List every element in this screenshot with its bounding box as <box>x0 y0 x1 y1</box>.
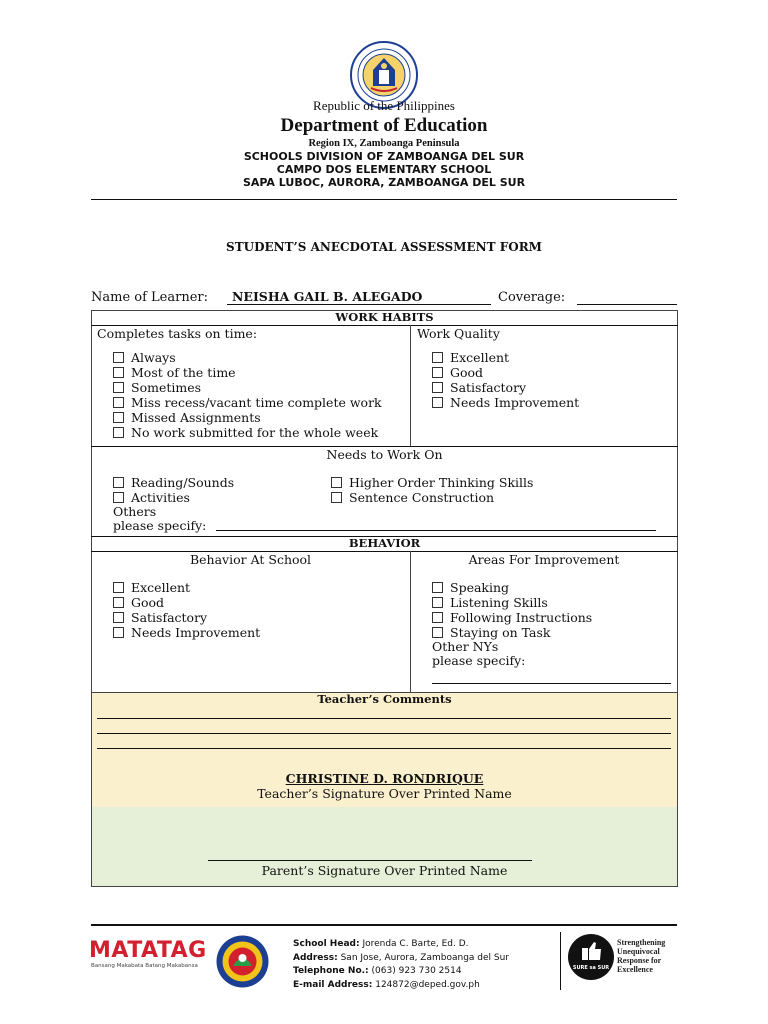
checkbox-icon[interactable] <box>113 582 124 593</box>
checkbox-icon[interactable] <box>113 492 124 503</box>
learner-name-field[interactable] <box>227 288 491 305</box>
checkbox-option[interactable]: Satisfactory <box>432 380 579 395</box>
parent-signature-label: Parent’s Signature Over Printed Name <box>261 863 508 878</box>
checkbox-option[interactable]: Listening Skills <box>432 595 592 610</box>
coverage-label: Coverage: <box>498 290 566 305</box>
areas-improvement-label: Areas For Improvement <box>468 552 620 567</box>
checkbox-icon[interactable] <box>113 367 124 378</box>
behavior-school-list <box>113 580 260 640</box>
school-contact-block <box>293 938 509 992</box>
teacher-signature-label: Teacher’s Signature Over Printed Name <box>257 786 512 801</box>
checkbox-icon[interactable] <box>432 582 443 593</box>
matatag-logo: MATATAG <box>89 938 207 963</box>
behavior-heading: BEHAVIOR <box>348 536 421 550</box>
needs-others-label: Others <box>113 504 157 519</box>
checkbox-icon[interactable] <box>113 382 124 393</box>
region-line: Region IX, Zamboanga Peninsula <box>308 138 460 149</box>
checkbox-option[interactable]: Always <box>113 350 382 365</box>
work-habits-divider <box>410 325 411 446</box>
checkbox-option[interactable]: Following Instructions <box>432 610 592 625</box>
checkbox-icon[interactable] <box>331 477 342 488</box>
checkbox-icon[interactable] <box>432 612 443 623</box>
checkbox-icon[interactable] <box>113 427 124 438</box>
checkbox-option[interactable]: Reading/Sounds <box>113 475 234 490</box>
checkbox-option[interactable]: No work submitted for the whole week <box>113 425 382 440</box>
sure-sa-sur-logo <box>568 934 614 980</box>
needs-specify-field[interactable] <box>216 517 656 531</box>
telephone-label: Telephone No.: <box>293 966 369 976</box>
school-address-line: SAPA LUBOC, AURORA, ZAMBOANGA DEL SUR <box>242 176 526 189</box>
parent-signature-line[interactable] <box>208 860 532 861</box>
form-title: STUDENT’S ANECDOTAL ASSESSMENT FORM <box>226 240 542 254</box>
checkbox-icon[interactable] <box>113 477 124 488</box>
teacher-comments-heading: Teacher’s Comments <box>317 692 452 706</box>
republic-line: Republic of the Philippines <box>313 98 455 113</box>
checkbox-option[interactable]: Needs Improvement <box>432 395 579 410</box>
checkbox-option[interactable]: Most of the time <box>113 365 382 380</box>
checkbox-option[interactable]: Needs Improvement <box>113 625 260 640</box>
behavior-specify-label: please specify: <box>432 653 526 668</box>
learner-name-label: Name of Learner: <box>91 290 208 305</box>
areas-improvement-list <box>432 580 592 640</box>
checkbox-icon[interactable] <box>432 597 443 608</box>
comment-line[interactable] <box>97 718 671 719</box>
work-quality-label: Work Quality <box>417 326 500 341</box>
checkbox-icon[interactable] <box>432 397 443 408</box>
completes-tasks-label: Completes tasks on time: <box>97 326 258 341</box>
school-line: CAMPO DOS ELEMENTARY SCHOOL <box>276 163 492 176</box>
division-seal <box>215 934 270 989</box>
checkbox-option[interactable]: Good <box>113 595 260 610</box>
footer-vertical-divider <box>560 932 561 990</box>
telephone-value: (063) 923 730 2514 <box>371 966 462 976</box>
needs-specify-label: please specify: <box>113 518 207 533</box>
learner-name-value: NEISHA GAIL B. ALEGADO <box>232 289 423 304</box>
behavior-divider <box>410 551 411 692</box>
coverage-field[interactable] <box>577 288 677 305</box>
checkbox-option[interactable]: Sometimes <box>113 380 382 395</box>
matatag-tagline: Bansang Makabata Batang Makabansa <box>91 963 198 969</box>
checkbox-option[interactable]: Missed Assignments <box>113 410 382 425</box>
checkbox-option[interactable]: Speaking <box>432 580 592 595</box>
address-value: San Jose, Aurora, Zamboanga del Sur <box>340 952 510 963</box>
checkbox-option[interactable]: Staying on Task <box>432 625 592 640</box>
department-title: Department of Education <box>280 115 488 136</box>
checkbox-icon[interactable] <box>113 412 124 423</box>
address-label: Address: <box>293 952 338 963</box>
division-line: SCHOOLS DIVISION OF ZAMBOANGA DEL SUR <box>243 150 525 163</box>
checkbox-icon[interactable] <box>113 597 124 608</box>
checkbox-icon[interactable] <box>432 367 443 378</box>
checkbox-option[interactable]: Sentence Construction <box>331 490 533 505</box>
checkbox-icon[interactable] <box>113 397 124 408</box>
school-head-value: Jorenda C. Barte, Ed. D. <box>362 939 469 949</box>
school-head-label: School Head: <box>293 939 360 949</box>
checkbox-icon[interactable] <box>432 627 443 638</box>
behavior-specify-field[interactable] <box>432 671 671 684</box>
checkbox-option[interactable]: Satisfactory <box>113 610 260 625</box>
checkbox-icon[interactable] <box>113 627 124 638</box>
header-divider <box>91 199 677 200</box>
checkbox-option[interactable]: Excellent <box>113 580 260 595</box>
completes-tasks-list <box>113 350 382 440</box>
footer-divider <box>91 924 677 926</box>
checkbox-icon[interactable] <box>432 382 443 393</box>
checkbox-option[interactable]: Excellent <box>432 350 579 365</box>
needs-col2 <box>331 475 533 505</box>
checkbox-option[interactable]: Activities <box>113 490 234 505</box>
teacher-name: CHRISTINE D. RONDRIQUE <box>285 771 484 786</box>
email-label: E-mail Address: <box>293 979 373 990</box>
behavior-school-label: Behavior At School <box>189 552 312 567</box>
checkbox-option[interactable]: Miss recess/vacant time complete work <box>113 395 382 410</box>
needs-work-label: Needs to Work On <box>326 447 443 462</box>
thumbs-up-icon <box>568 934 614 980</box>
sure-badge-text: SURE sa SUR <box>572 965 610 971</box>
checkbox-option[interactable]: Higher Order Thinking Skills <box>331 475 533 490</box>
comment-line[interactable] <box>97 748 671 749</box>
comment-line[interactable] <box>97 733 671 734</box>
sure-slogan: Strengthening Unequivocal Response for Excellence <box>617 938 666 974</box>
work-habits-heading: WORK HABITS <box>335 310 434 324</box>
email-value[interactable]: 124872@deped.gov.ph <box>375 979 480 990</box>
work-quality-list <box>432 350 579 410</box>
needs-col1 <box>113 475 234 505</box>
checkbox-option[interactable]: Good <box>432 365 579 380</box>
checkbox-icon[interactable] <box>331 492 342 503</box>
checkbox-icon[interactable] <box>113 352 124 363</box>
other-nys-label: Other NYs <box>432 639 499 654</box>
checkbox-icon[interactable] <box>432 352 443 363</box>
checkbox-icon[interactable] <box>113 612 124 623</box>
